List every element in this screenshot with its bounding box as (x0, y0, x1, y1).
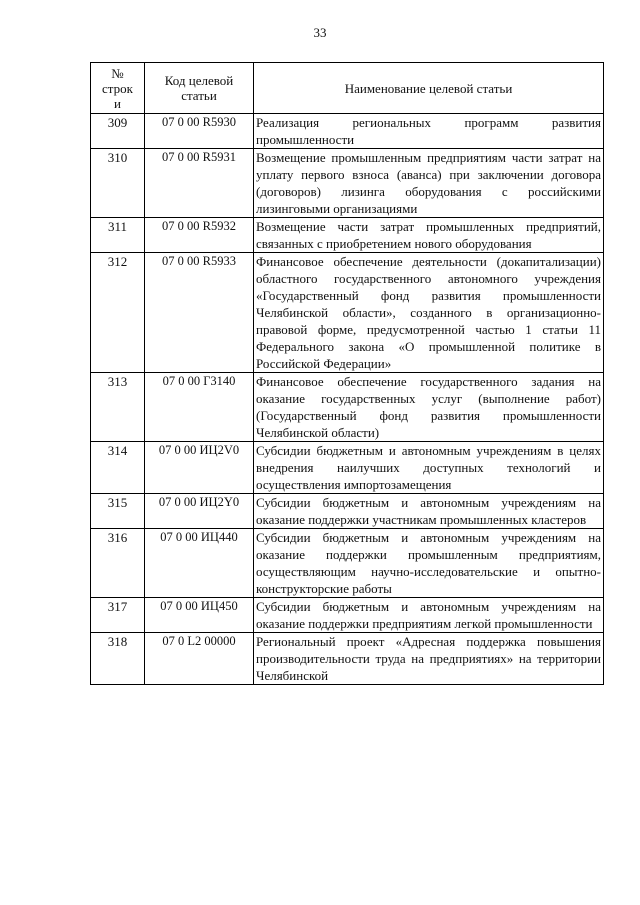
article-name: Региональный проект «Адресная поддержка повышения производительности труда на предприятиях» на территории Челябинской (254, 633, 604, 685)
table-row (91, 633, 604, 685)
article-code: 07 0 L2 00000 (145, 633, 254, 685)
table-row (91, 114, 604, 149)
target-articles-table (90, 62, 604, 685)
table-header-row (91, 63, 604, 114)
table-row (91, 149, 604, 218)
header-article-name: Наименование целевой статьи (254, 63, 604, 114)
row-number: 312 (91, 253, 145, 373)
row-number: 309 (91, 114, 145, 149)
table-row (91, 218, 604, 253)
article-code: 07 0 00 ИЦ2V0 (145, 442, 254, 494)
article-name: Субсидии бюджетным и автономным учреждениям на оказание поддержки предприятиям легкой промышленности (254, 598, 604, 633)
row-number: 315 (91, 494, 145, 529)
article-name: Субсидии бюджетным и автономным учреждениям на оказание поддержки участникам промышленных кластеров (254, 494, 604, 529)
table-row (91, 253, 604, 373)
article-code: 07 0 00 ИЦ2Y0 (145, 494, 254, 529)
article-code: 07 0 00 ИЦ440 (145, 529, 254, 598)
row-number: 318 (91, 633, 145, 685)
row-number: 310 (91, 149, 145, 218)
article-name: Субсидии бюджетным и автономным учреждениям в целях внедрения наилучших доступных технологий и осуществления импортозамещения (254, 442, 604, 494)
page-number: 33 (313, 25, 327, 40)
article-code: 07 0 00 Г3140 (145, 373, 254, 442)
row-number: 314 (91, 442, 145, 494)
article-name: Возмещение части затрат промышленных предприятий, связанных с приобретением нового оборудования (254, 218, 604, 253)
table-row (91, 442, 604, 494)
table-row (91, 529, 604, 598)
article-name: Финансовое обеспечение государственного задания на оказание государственных услуг (выполнение работ) (Государственный фонд развития промышленности Челябинской области) (254, 373, 604, 442)
article-code: 07 0 00 R5932 (145, 218, 254, 253)
table-row (91, 373, 604, 442)
header-row-number: № строк и (91, 63, 145, 114)
article-name: Финансовое обеспечение деятельности (докапитализации) областного государственного автономного учреждения «Государственный фонд развития промышленности Челябинской области», созданного в организационно-правовой форме, предусмотренной частью 1 статьи 11 Федерального закона «О промышленной политике в Российской Федерации» (254, 253, 604, 373)
article-name: Возмещение промышленным предприятиям части затрат на уплату первого взноса (аванса) при заключении договора (договоров) лизинга оборудования с российскими лизинговыми организациями (254, 149, 604, 218)
article-code: 07 0 00 R5930 (145, 114, 254, 149)
row-number: 311 (91, 218, 145, 253)
article-code: 07 0 00 R5931 (145, 149, 254, 218)
header-article-code: Код целевой статьи (145, 63, 254, 114)
article-name: Субсидии бюджетным и автономным учреждениям на оказание поддержки промышленным предприятиям, осуществляющим научно-исследовательские и опытно-конструкторские работы (254, 529, 604, 598)
page-bottom-margin (0, 832, 640, 905)
row-number: 316 (91, 529, 145, 598)
article-code: 07 0 00 ИЦ450 (145, 598, 254, 633)
row-number: 317 (91, 598, 145, 633)
article-name: Реализация региональных программ развития промышленности (254, 114, 604, 149)
article-code: 07 0 00 R5933 (145, 253, 254, 373)
row-number: 313 (91, 373, 145, 442)
table-row (91, 494, 604, 529)
table-row (91, 598, 604, 633)
